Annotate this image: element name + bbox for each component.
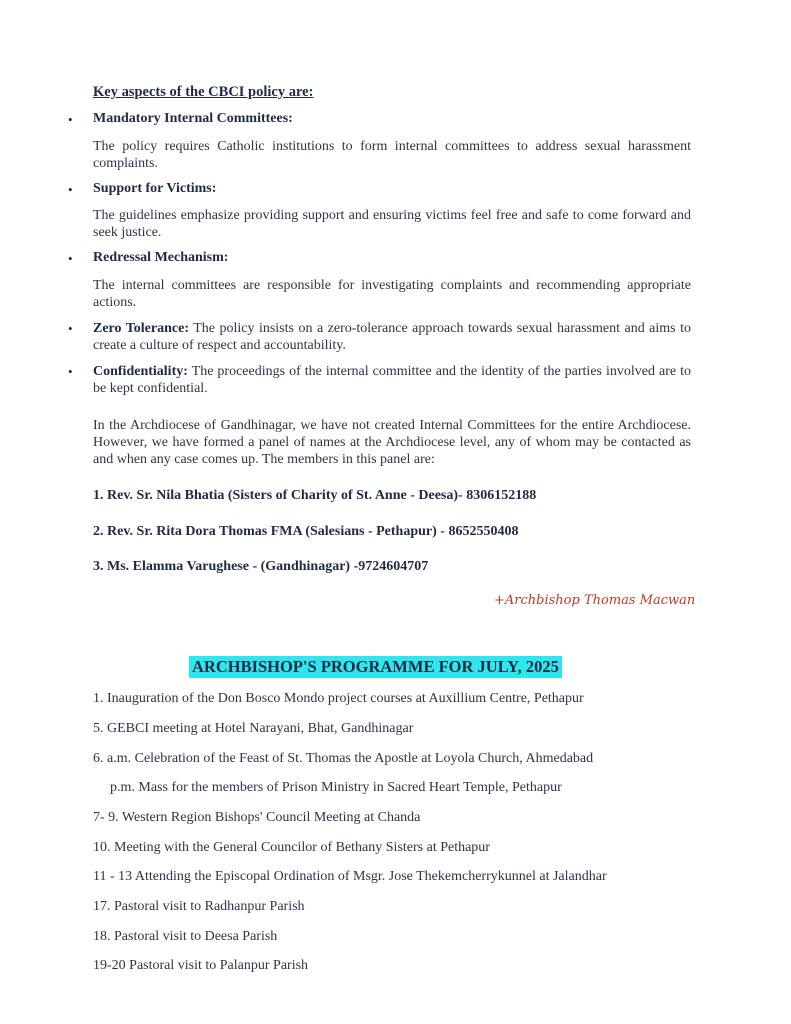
programme-item: p.m. Mass for the members of Prison Ministry in Sacred Heart Temple, Pethapur bbox=[110, 780, 562, 795]
item-title-mandatory-committees: Mandatory Internal Committees: bbox=[93, 111, 293, 126]
bullet-marker: • bbox=[68, 321, 73, 336]
item-title-confidentiality: Confidentiality: bbox=[93, 364, 188, 379]
panel-intro-paragraph: In the Archdiocese of Gandhinagar, we have not created Internal Committees for the entire Archdiocese. However, we have formed a panel of names at the Archdiocese level, any of whom may be contacted as and when any case comes up. The members in this panel are: bbox=[93, 418, 691, 467]
bullet-marker: • bbox=[68, 182, 73, 197]
archbishop-signature: +Archbishop Thomas Macwan bbox=[494, 593, 696, 608]
programme-item: 10. Meeting with the General Councilor of Bethany Sisters at Pethapur bbox=[93, 840, 490, 855]
bullet-marker: • bbox=[68, 364, 73, 379]
programme-item: 7- 9. Western Region Bishops' Council Meeting at Chanda bbox=[93, 810, 421, 825]
item-confidentiality bbox=[93, 363, 691, 397]
bullet-marker: • bbox=[68, 112, 73, 127]
panel-member-2: 2. Rev. Sr. Rita Dora Thomas FMA (Salesians - Pethapur) - 8652550408 bbox=[93, 524, 519, 539]
section-heading: Key aspects of the CBCI policy are: bbox=[93, 84, 314, 100]
programme-title: ARCHBISHOP'S PROGRAMME FOR JULY, 2025 bbox=[189, 656, 562, 678]
item-title-zero-tolerance: Zero Tolerance: bbox=[93, 321, 189, 336]
item-title-support-victims: Support for Victims: bbox=[93, 181, 217, 196]
programme-item: 18. Pastoral visit to Deesa Parish bbox=[93, 929, 278, 944]
item-body-redressal: The internal committees are responsible for investigating complaints and recommending appropriate actions. bbox=[93, 278, 691, 310]
programme-item: 19-20 Pastoral visit to Palanpur Parish bbox=[93, 958, 309, 973]
panel-member-3: 3. Ms. Elamma Varughese - (Gandhinagar) -9724604707 bbox=[93, 559, 429, 574]
item-body-support-victims: The guidelines emphasize providing support and ensuring victims feel free and safe to come forward and seek justice. bbox=[93, 208, 691, 240]
item-body-mandatory-committees: The policy requires Catholic institutions to form internal committees to address sexual harassment complaints. bbox=[93, 139, 691, 171]
programme-item: 11 - 13 Attending the Episcopal Ordination of Msgr. Jose Thekemcherrykunnel at Jalandhar bbox=[93, 869, 607, 884]
item-title-redressal: Redressal Mechanism: bbox=[93, 250, 229, 265]
programme-item: 5. GEBCI meeting at Hotel Narayani, Bhat, Gandhinagar bbox=[93, 721, 414, 736]
item-body-zero-tolerance: The policy insists on a zero-tolerance approach towards sexual harassment and aims to create a culture of respect and accountability. bbox=[93, 321, 691, 353]
item-zero-tolerance bbox=[93, 320, 691, 354]
panel-member-1: 1. Rev. Sr. Nila Bhatia (Sisters of Charity of St. Anne - Deesa)- 8306152188 bbox=[93, 488, 537, 503]
item-body-confidentiality: The proceedings of the internal committee and the identity of the parties involved are to be kept confidential. bbox=[93, 364, 691, 396]
programme-item: 1. Inauguration of the Don Bosco Mondo project courses at Auxillium Centre, Pethapur bbox=[93, 691, 584, 706]
programme-item: 6. a.m. Celebration of the Feast of St. Thomas the Apostle at Loyola Church, Ahmedabad bbox=[93, 751, 594, 766]
programme-item: 17. Pastoral visit to Radhanpur Parish bbox=[93, 899, 305, 914]
bullet-marker: • bbox=[68, 251, 73, 266]
